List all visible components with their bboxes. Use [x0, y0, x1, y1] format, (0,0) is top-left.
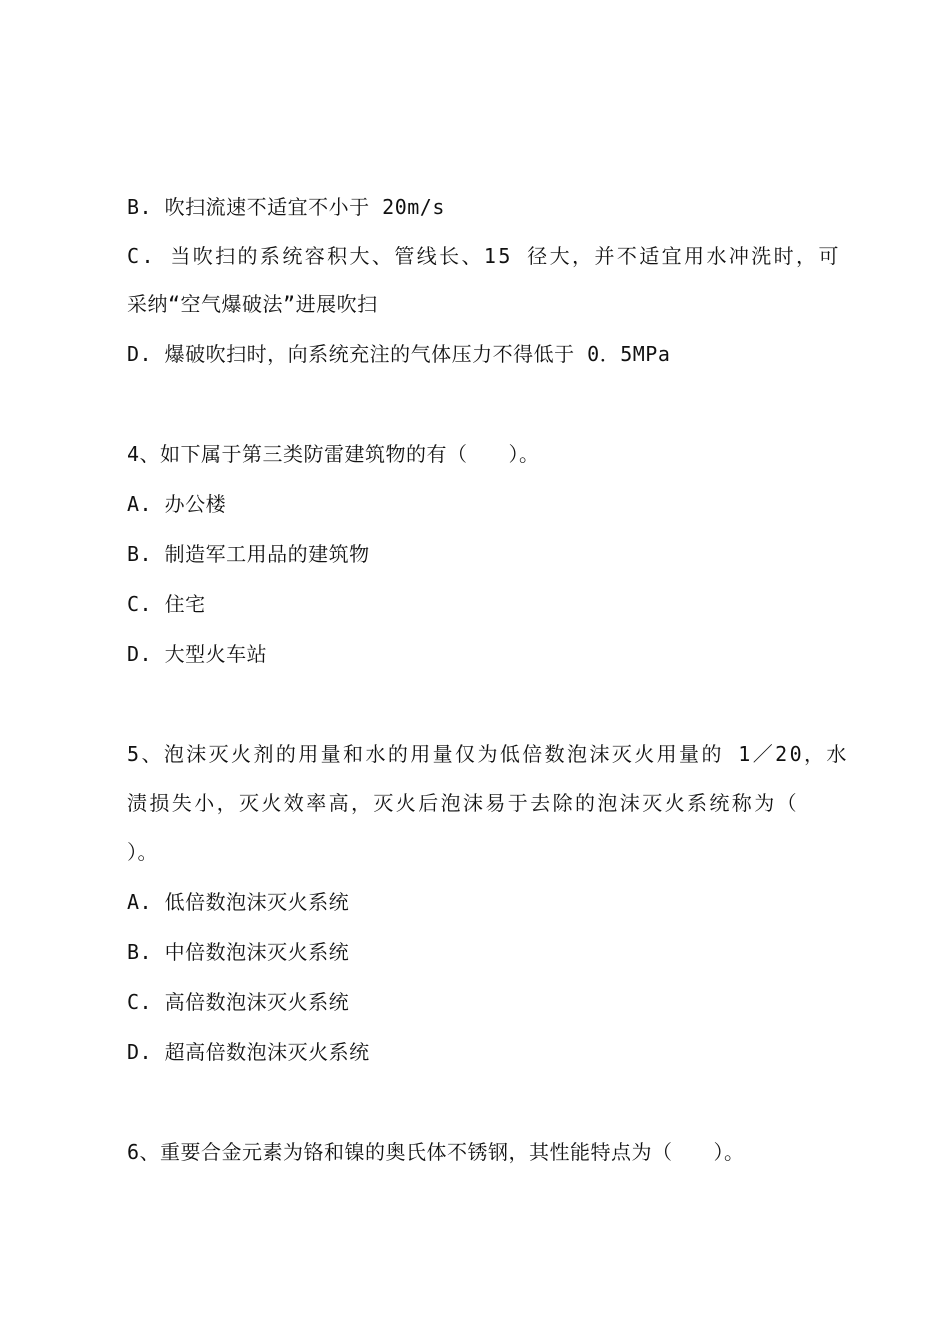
- q5-option-b: B. 中倍数泡沫灭火系统: [127, 940, 350, 964]
- q4-option-d: D. 大型火车站: [127, 642, 268, 666]
- q3-option-c-line-2: 采纳“空气爆破法”进展吹扫: [127, 292, 378, 316]
- q5-option-d: D. 超高倍数泡沫灭火系统: [127, 1040, 370, 1064]
- q5-stem-line-2: 渍损失小，灭火效率高，灭火后泡沫易于去除的泡沫灭火系统称为（: [127, 791, 799, 815]
- q4-option-b: B. 制造军工用品的建筑物: [127, 542, 370, 566]
- q6-stem: 6、重要合金元素为铬和镍的奥氏体不锈钢，其性能特点为（ ）。: [127, 1140, 745, 1164]
- q5-stem-line-3: ）。: [127, 840, 158, 864]
- q5-stem-line-1: 5、泡沫灭火剂的用量和水的用量仅为低倍数泡沫灭火用量的 1／20，水: [127, 742, 849, 766]
- q3-option-c-line-1: C. 当吹扫的系统容积大、管线长、15 径大，并不适宜用水冲洗时，可: [127, 244, 841, 268]
- q4-stem: 4、如下属于第三类防雷建筑物的有（ ）。: [127, 442, 540, 466]
- q4-option-c: C. 住宅: [127, 592, 206, 616]
- q5-option-c: C. 高倍数泡沫灭火系统: [127, 990, 350, 1014]
- q5-option-a: A. 低倍数泡沫灭火系统: [127, 890, 350, 914]
- q3-option-b: B. 吹扫流速不适宜不小于 20m/s: [127, 195, 445, 219]
- q4-option-a: A. 办公楼: [127, 492, 227, 516]
- q3-option-d: D. 爆破吹扫时，向系统充注的气体压力不得低于 0．5MPa: [127, 342, 671, 366]
